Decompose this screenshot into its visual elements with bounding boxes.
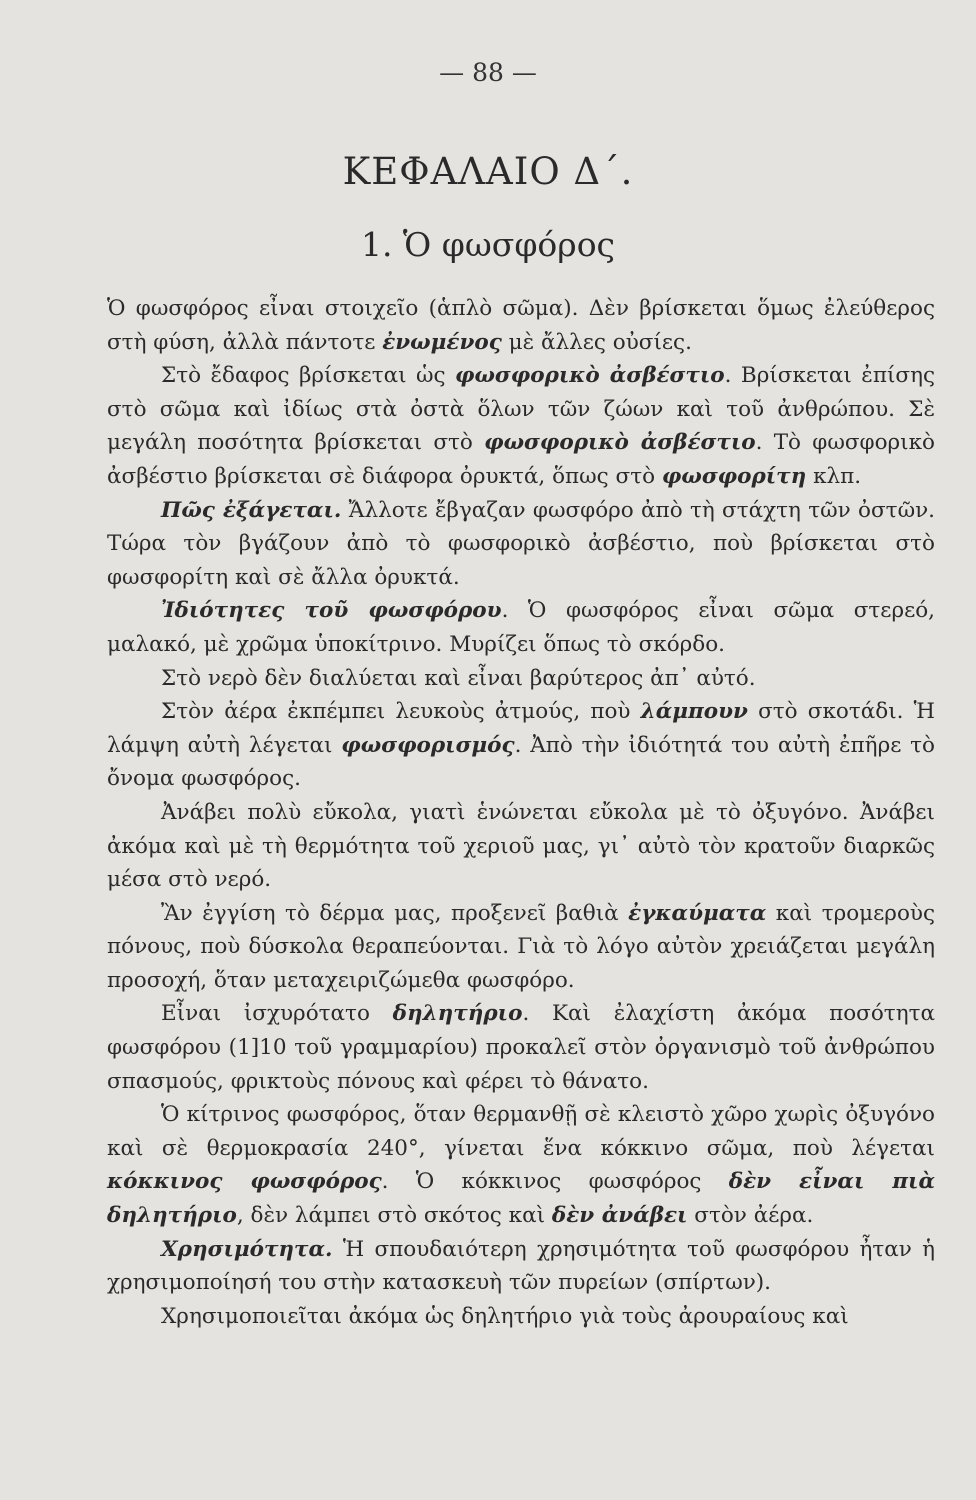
text-run: Στὸ ἔδαφος βρίσκεται ὡς: [161, 363, 455, 389]
body-text: [107, 292, 935, 1333]
text-run: Στὸν ἀέρα ἐκπέμπει λευκοὺς ἀτμούς, ποὺ: [161, 699, 641, 725]
paragraph: [107, 359, 935, 493]
text-run: . Καὶ ἐλαχίστη ἀκόμα ποσότητα φωσφόρου (1]10 τοῦ γραμμαρίου) προκαλεῖ στὸν ὀργανισμὸ τοῦ ἀνθρώπου σπασμούς, φρικτοὺς πόνους καὶ φέρει τὸ θάνατο.: [107, 1001, 935, 1094]
section-title: 1. Ὁ φωσφόρος: [360, 225, 616, 264]
emphasized-text: φωσφορίτη: [661, 463, 807, 489]
text-run: Χρησιμοποιεῖται ἀκόμα ὡς δηλητήριο γιὰ τοὺς ἀρουραίους καὶ: [161, 1303, 849, 1329]
emphasized-text: φωσφορικὸ ἀσβέστιο: [455, 363, 725, 389]
text-run: . Βρίσκεται ἐπίσης στὸ σῶμα καὶ ἰδίως στὰ ὀστὰ ὅλων τῶν ζώων καὶ τοῦ ἀνθρώπου. Σὲ μεγάλη ποσότητα βρίσκεται στὸ: [107, 363, 935, 456]
paragraph: [107, 292, 935, 359]
text-run: στὸν ἀέρα.: [687, 1203, 814, 1229]
text-run: στὸ σκοτάδι. Ἡ λάμψη αὐτὴ λέγεται: [107, 699, 935, 758]
text-run: . Ὁ κόκκινος φωσφόρος: [381, 1169, 729, 1195]
text-run: Ἡ σπουδαιότερη χρησιμότητα τοῦ φωσφόρου ἦταν ἡ χρησιμοποίησή του στὴν κατασκευὴ τῶν πυρείων (σπίρτων).: [107, 1236, 935, 1296]
text-run: Ἀνάβει πολὺ εὔκολα, γιατὶ ἑνώνεται εὔκολα μὲ τὸ ὀξυγόνο. Ἀνάβει ἀκόμα καὶ μὲ τὴ θερμότητα τοῦ χεριοῦ μας, γι᾿ αὐτὸ τὸν κρατοῦν διαρκῶς μέσα στὸ νερό.: [107, 799, 935, 893]
text-run: Ὁ κίτρινος φωσφόρος, ὅταν θερμανθῇ σὲ κλειστὸ χῶρο χωρὶς ὀξυγόνο καὶ σὲ θερμοκρασία 240°, γίνεται ἕνα κόκκινο σῶμα, ποὺ λέγεται: [107, 1102, 935, 1161]
paragraph: [107, 594, 935, 661]
paragraph: [107, 1300, 935, 1334]
emphasized-text: Πῶς ἐξάγεται.: [161, 497, 342, 523]
paragraph: [107, 662, 935, 696]
paragraph: [107, 796, 935, 897]
text-run: . Τὸ φωσφορικὸ ἀσβέστιο βρίσκεται σὲ διάφορα ὀρυκτά, ὅπως στὸ: [107, 430, 935, 489]
paragraph: [107, 897, 935, 998]
paragraph: [107, 1233, 935, 1300]
text-run: Ὁ φωσφόρος εἶναι στοιχεῖο (ἁπλὸ σῶμα). Δὲν βρίσκεται ὅμως ἐλεύθερος στὴ φύση, ἀλλὰ πάντοτε: [107, 296, 935, 355]
page-number: — 88 —: [439, 58, 537, 87]
text-run: μὲ ἄλλες οὐσίες.: [501, 329, 692, 355]
emphasized-text: ἐνωμένος: [382, 329, 502, 355]
emphasized-text: δὲν εἶναι πιὰ δηλητήριο: [107, 1169, 935, 1229]
emphasized-text: φωσφορισμός: [341, 732, 515, 758]
text-run: Στὸ νερὸ δὲν διαλύεται καὶ εἶναι βαρύτερος ἀπ᾿ αὐτό.: [161, 665, 756, 691]
emphasized-text: ἐγκαύματα: [628, 900, 767, 926]
chapter-title: ΚΕΦΑΛΑΙΟ Δ΄.: [342, 150, 634, 193]
text-run: κλπ.: [806, 463, 862, 489]
emphasized-text: Ἰδιότητες τοῦ φωσφόρου: [161, 598, 502, 624]
text-run: . Ὁ φωσφόρος εἶναι σῶμα στερεό, μαλακό, μὲ χρῶμα ὑποκίτρινο. Μυρίζει ὅπως τὸ σκόρδο.: [107, 598, 935, 657]
emphasized-text: φωσφορικὸ ἀσβέστιο: [484, 430, 756, 456]
text-run: Ἄλλοτε ἔβγαζαν φωσφόρο ἀπὸ τὴ στάχτη τῶν ὀστῶν. Τώρα τὸν βγάζουν ἀπὸ τὸ φωσφορικὸ ἀσβέστιο, ποὺ βρίσκεται στὸ φωσφορίτη καὶ σὲ ἄλλα ὀρυκτά.: [107, 497, 936, 590]
text-run: καὶ τρομεροὺς πόνους, ποὺ δύσκολα θεραπεύονται. Γιὰ τὸ λόγο αὐτὸν χρειάζεται μεγάλη προσοχή, ὅταν μεταχειριζώμεθα φωσφόρο.: [107, 900, 935, 993]
emphasized-text: δηλητήριο: [392, 1001, 523, 1027]
text-run: . Ἀπὸ τὴν ἰδιότητά του αὐτὴ ἐπῆρε τὸ ὄνομα φωσφόρος.: [107, 732, 936, 792]
emphasized-text: λάμπουν: [640, 699, 748, 725]
paragraph: [107, 695, 935, 796]
emphasized-text: κόκκινος φωσφόρος: [107, 1169, 382, 1195]
text-run: Ἂν ἐγγίση τὸ δέρμα μας, προξενεῖ βαθιὰ: [161, 900, 629, 926]
paragraph: [107, 997, 935, 1098]
text-run: , δὲν λάμπει στὸ σκότος καὶ: [236, 1203, 552, 1229]
emphasized-text: Χρησιμότητα.: [161, 1236, 333, 1262]
text-run: Εἶναι ἰσχυρότατο: [161, 1001, 393, 1027]
paragraph: [107, 1098, 935, 1232]
emphasized-text: δὲν ἀνάβει: [551, 1203, 688, 1229]
paragraph: [107, 494, 935, 595]
